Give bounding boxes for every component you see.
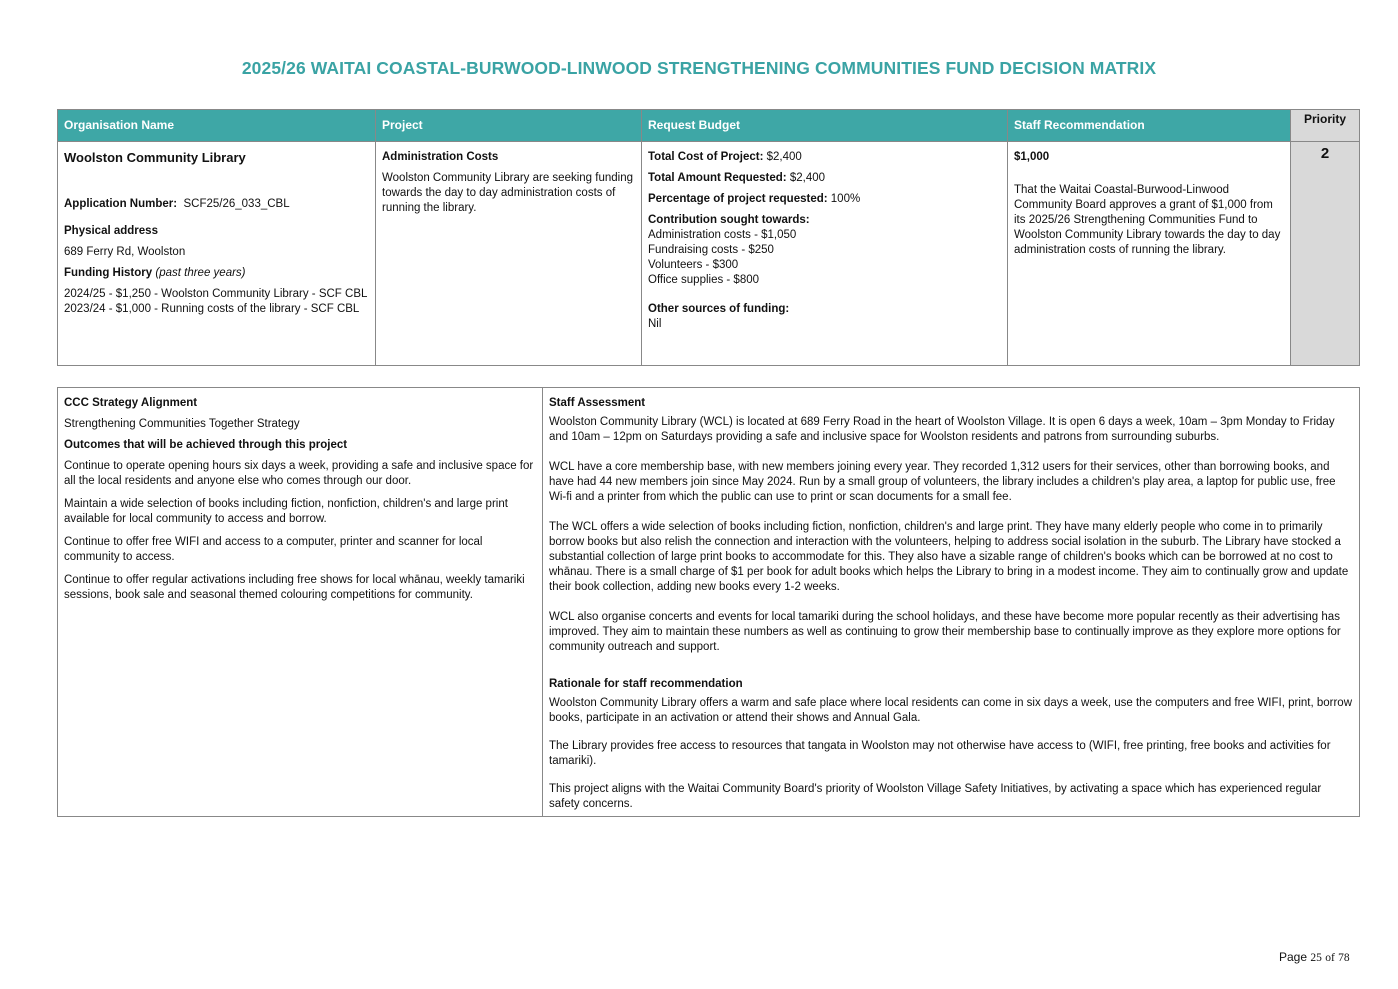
header-priority: Priority: [1291, 110, 1360, 142]
header-staff-recommendation: Staff Recommendation: [1008, 110, 1291, 142]
contribution-item: Administration costs - $1,050: [648, 229, 797, 241]
assessment-paragraph: Woolston Community Library (WCL) is located at 689 Ferry Road in the heart of Woolston Village. It is open 6 days a week, 10am – 3pm Monday to Friday and 10am – 12pm on Saturdays providing a safe and inclusive space for Woolston residents and patrons from surrounding suburbs.: [549, 416, 1335, 443]
priority-value: 2: [1291, 142, 1360, 366]
funding-history-item: 2024/25 - $1,250 - Woolston Community Library - SCF CBL: [64, 288, 368, 300]
outcome-item: Continue to operate opening hours six days a week, providing a safe and inclusive space for all the local residents and anyone else who comes through our door.: [64, 460, 534, 487]
outcome-item: Continue to offer regular activations including free shows for local whānau, weekly tamariki sessions, book sale and seasonal themed colouring competitions for community.: [64, 574, 525, 601]
strategy-name: Strengthening Communities Together Strategy: [64, 418, 300, 430]
organisation-name: Woolston Community Library: [64, 150, 246, 165]
project-cell: [376, 142, 642, 366]
rationale-paragraph: This project aligns with the Waitai Community Board's priority of Woolston Village Safety Initiatives, by activating a space which has experienced regular safety concerns.: [549, 783, 1322, 810]
assessment-paragraph: The WCL offers a wide selection of books including fiction, nonfiction, children's and large print. They have many elderly people who come in to primarily borrow books but also relish the connection and interaction with the volunteers, helping to address social isolation in the suburb. The Library have stocked a substantial collection of large print books to accommodate for this. They also have a sizable range of children's books which can be borrowed at no cost to whānau. There is a small charge of $1 per book for adult books which helps the Library to bring in a modest income. They aim to continually grow and update their book collection, adding new books every 1-2 weeks.: [549, 521, 1349, 593]
recommended-amount: $1,000: [1014, 151, 1050, 163]
budget-cell: [642, 142, 1008, 366]
recommendation-cell: [1008, 142, 1291, 366]
decision-table: [57, 109, 1360, 366]
assessment-heading: Staff Assessment: [549, 397, 646, 409]
assessment-table: [57, 387, 1360, 817]
application-number: Application Number: SCF25/26_033_CBL: [64, 198, 290, 210]
address-label: Physical address: [64, 225, 158, 237]
decision-row: [58, 142, 1360, 366]
contribution-label: Contribution sought towards:: [648, 214, 810, 226]
other-funding-label: Other sources of funding:: [648, 303, 790, 315]
assessment-paragraph: WCL have a core membership base, with new members joining every year. They recorded 1,312 users for their services, other than borrowing books, and have had 44 new members join since May 2024. Run by a small group of volunteers, the library includes a children's play area, a laptop for public use, free Wi-fi and a printer from which the public can use to print or scan documents for a small fee.: [549, 461, 1336, 503]
assessment-paragraph: WCL also organise concerts and events for local tamariki during the school holidays, and these have become more popular recently as their advertising has improved. They aim to maintain these numbers as well as continuing to grow their membership base to continually improve as they explore more options for community outreach and support.: [549, 611, 1341, 653]
rationale-paragraph: Woolston Community Library offers a warm and safe place where local residents can come in six days a week, use the computers and free WIFI, print, borrow books, participate in an activation or attend their shows and Annual Gala.: [549, 697, 1353, 724]
header-project: Project: [376, 110, 642, 142]
contribution-item: Office supplies - $800: [648, 274, 760, 286]
project-description: Woolston Community Library are seeking funding towards the day to day administration costs of running the library.: [382, 172, 633, 214]
header-organisation: Organisation Name: [58, 110, 376, 142]
decision-header-row: [58, 110, 1360, 142]
page-number: Page 25 of 78: [1279, 950, 1350, 964]
recommendation-text: That the Waitai Coastal-Burwood-Linwood Community Board approves a grant of $1,000 from its 2025/26 Strengthening Communities Fund to Woolston Community Library towards the day to day administration costs of running the library.: [1014, 184, 1281, 256]
address: 689 Ferry Rd, Woolston: [64, 246, 186, 258]
outcomes-heading: Outcomes that will be achieved through this project: [64, 439, 348, 451]
funding-history-label: Funding History (past three years): [64, 267, 246, 279]
total-cost: Total Cost of Project: $2,400: [648, 151, 802, 163]
assessment-row: [58, 388, 1360, 817]
percentage-requested: Percentage of project requested: 100%: [648, 193, 861, 205]
rationale-paragraph: The Library provides free access to resources that tangata in Woolston may not otherwise have access to (WIFI, free printing, free books and activities for tamariki).: [549, 740, 1331, 767]
rationale-heading: Rationale for staff recommendation: [549, 678, 743, 690]
strategy-cell: [58, 388, 543, 817]
strategy-heading: CCC Strategy Alignment: [64, 397, 198, 409]
total-requested: Total Amount Requested: $2,400: [648, 172, 826, 184]
other-funding: Nil: [648, 318, 662, 330]
outcome-item: Continue to offer free WIFI and access to a computer, printer and scanner for local community to access.: [64, 536, 483, 563]
organisation-cell: [58, 142, 376, 366]
project-title: Administration Costs: [382, 151, 499, 163]
contribution-item: Volunteers - $300: [648, 259, 739, 271]
assessment-cell: [543, 388, 1360, 817]
funding-history-item: 2023/24 - $1,000 - Running costs of the library - SCF CBL: [64, 303, 360, 315]
contribution-item: Fundraising costs - $250: [648, 244, 774, 256]
page-title: 2025/26 WAITAI COASTAL-BURWOOD-LINWOOD STRENGTHENING COMMUNITIES FUND DECISION MATRIX: [241, 58, 1157, 78]
header-budget: Request Budget: [642, 110, 1008, 142]
outcome-item: Maintain a wide selection of books including fiction, nonfiction, children's and large print available for local community to access and borrow.: [64, 498, 508, 525]
